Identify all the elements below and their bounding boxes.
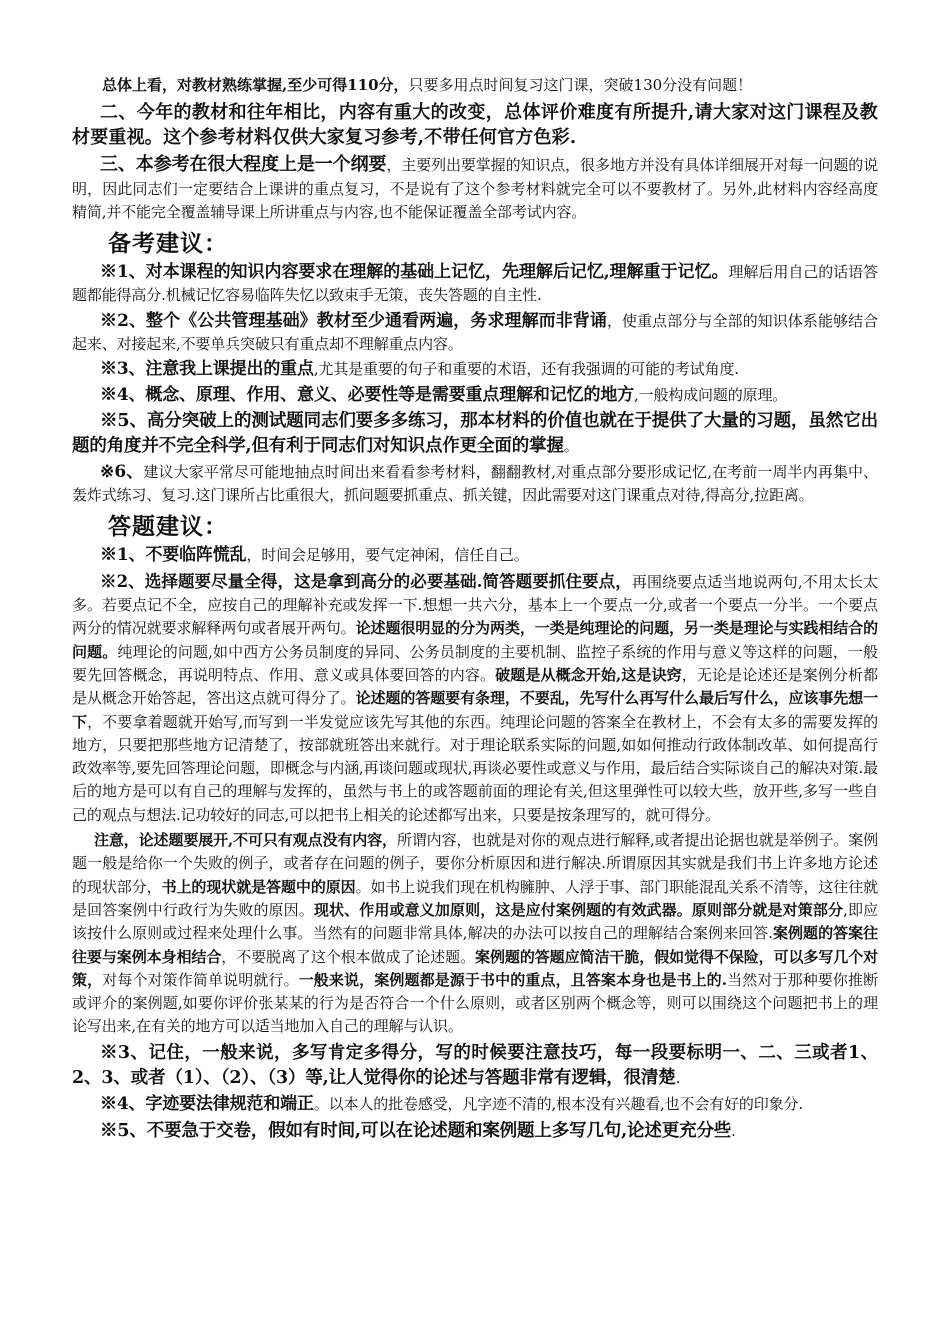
prep-item-bold: ※5、高分突破上的测试题同志们要多多练习，那本材料的价值也就在于提供了大量的习题，虽然它出题的角度并不完全科学,但有利于同志们对知识点作更全面的掌握 xyxy=(72,410,878,456)
prep-item-3 xyxy=(72,358,878,381)
note-seg: 注意，论述题要展开,不可只有观点没有内容， xyxy=(94,831,397,850)
point-three-text: ，主要列出要掌握的知识点，很多地方并没有具体详细展开对每一问题的说明，因此同志们一定要结合上课讲的重点复习，不是说有了这个参考材料就完全可以不要教材了。另外,此材料内容经高度精简,并不能完全覆盖辅导课上所讲重点与内容,也不能保证覆盖全部考试内容。 xyxy=(72,156,878,221)
note-seg: 当然对于那种要你推断或评介的案例题,如要你评价张某某的行为是否符合一个什么原则，或者区别两个概念等，则可以围绕这个问题把书上的理论写出来,在有关的地方可以适当地加入自己的理解与认识。 xyxy=(72,970,878,1036)
answer-item-2-seg: ，不要拿着题就开始写,而写到一半发觉应该先写其他的东西。纯理论问题的答案全在教材上，不会有太多的需要发挥的地方，只要把那些地方记清楚了，按部就班答出来就行。对于理论联系实际的问题,如如何推动行政体制改革、如何提高行政效率等,要先回答理论问题，即概念与内涵,再谈问题或现状,再谈必要性或意义与作用，最后结合实际谈自己的解决对策.最后的地方是可以有自己的理解与发挥的，虽然与书上的或答题前面的理论有关,但这里弹性可以较大些，放开些,多写一些自己的观点与想法.记功较好的同志,可以把书上相关的论述都写出来，只要是按条理写的，就可得分。 xyxy=(72,712,878,824)
prep-item-text: 理解后用自己的话语答题都能得高分.机械记忆容易临阵失忆以致束手无策，丧失答题的自主性. xyxy=(72,263,878,305)
note-seg: ，不要脱离了这个根本做成了论述题。 xyxy=(221,947,476,966)
intro-text: 只要多用点时间复习这门课，突破130分没有问题！ xyxy=(408,76,753,94)
answer-item-bold: ※5、不要急于交卷，假如有时间,可以在论述题和案例题上多写几句,论述更充分些 xyxy=(100,1121,732,1141)
answer-item-text: . xyxy=(731,1122,736,1140)
prep-item-bold: ※1、对本课程的知识内容要求在理解的基础上记忆，先理解后记忆,理解重于记忆。 xyxy=(100,262,729,283)
prep-item-bold: ※2、整个《公共管理基础》教材至少通看两遍，务求理解而非背诵 xyxy=(100,310,607,331)
answer-item-2-seg: ※2、选择题要尽量全得，这是拿到高分的必要基础.简答题要抓住要点， xyxy=(100,571,632,591)
document-page xyxy=(72,74,878,1143)
note-seg: 。如书上说我们现在机构臃肿、人浮于事、部门职能混乱关系不清等，这往往就是回答案例中行政行为失败的原因。 xyxy=(72,877,878,919)
prep-item-text: 。 xyxy=(563,436,579,455)
answer-item-2 xyxy=(72,570,878,827)
intro-paragraph xyxy=(72,74,878,96)
prep-item-6 xyxy=(72,461,878,508)
answer-item-bold: ※1、不要临阵慌乱 xyxy=(100,545,247,566)
prep-item-2 xyxy=(72,310,878,357)
intro-bold-text: 总体上看，对教材熟练掌握,至少可得110分， xyxy=(102,76,409,94)
note-seg: 案例题的答题应简洁干脆，假如觉得不保险，可以多写几个对策， xyxy=(72,947,879,989)
prep-item-text: ，使重点部分与全部的知识体系能够结合起来、对接起来,不要单兵突破只有重点却不理解重点内容。 xyxy=(72,311,879,353)
answer-item-4 xyxy=(72,1093,878,1116)
answer-item-2-seg: 论述题很明显的分为两类，一类是纯理论的问题，另一类是理论与实践相结合的问题。 xyxy=(72,619,878,661)
answer-item-3 xyxy=(72,1041,878,1091)
note-seg: 所谓内容，也就是对你的观点进行解释,或者提出论据也就是举例子。案例题一般是给你一个失败的例子，或者存在问题的例子，要你分析原因和进行解决.所谓原因其实就是我们书上许多地方论述的现状部分， xyxy=(72,831,878,896)
answer-item-2-seg: 破题是从概念开始,这是诀窍 xyxy=(495,665,682,684)
point-two-paragraph: 二、今年的教材和往年相比，内容有重大的改变，总体评价难度有所提升,请大家对这门课程及教材要重视。这个参考材料仅供大家复习参考,不带任何官方色彩. xyxy=(72,102,878,148)
note-paragraph xyxy=(72,829,878,1039)
prep-item-5 xyxy=(72,409,878,459)
prep-item-bold: ※6、 xyxy=(100,461,144,482)
note-seg: ,即应该按什么原则或过程来处理什么事。当然有的问题非常具体,解决的办法可以按自己的理解结合案例来回答. xyxy=(72,900,878,943)
answer-item-bold: ※4、字迹要法律规范和端正 xyxy=(100,1093,314,1114)
point-three-bold: 三、本参考在很大程度上是一个纲要 xyxy=(100,154,387,175)
answer-item-2-seg: 再围绕要点适当地说两句,不用太长太多。若要点记不全，应按自己的理解补充或发挥一下.想想一共六分，基本上一个要点一分,或者一个要点一分半。一个要点两分的情况就要求解释两句或者展开两句。 xyxy=(72,572,878,638)
note-seg: 一般来说，案例题都是源于书中的重点，且答案本身也是书上的. xyxy=(298,970,727,989)
prep-item-text: ,一般构成问题的原理。 xyxy=(634,385,788,404)
answer-item-bold: ※3、记住，一般来说，多写肯定多得分，写的时候要注意技巧，每一段要标明一、二、三或者1、2、3、或者（1）、（2）、（3）等,让人觉得你的论述与答题非常有逻辑，很清楚 xyxy=(72,1042,878,1088)
answer-item-text: 。以本人的批卷感受，凡字迹不清的,根本没有兴趣看,也不会有好的印象分. xyxy=(313,1094,803,1113)
prep-item-bold: ※4、概念、原理、作用、意义、必要性等是需要重点理解和记忆的地方 xyxy=(100,384,635,405)
answer-item-1 xyxy=(72,544,878,567)
prep-list xyxy=(72,261,878,507)
prep-item-text: ,尤其是重要的句子和重要的术语，还有我强调的可能的考试角度. xyxy=(313,360,739,379)
answer-item-2-seg: 纯理论的问题,如中西方公务员制度的异同、公务员制度的主要机制、监控子系统的作用与意义等这样的问题，一般要先回答概念，再说明特点、作用、意义或具体要回答的内容。 xyxy=(72,642,879,684)
prep-item-bold: ※3、注意我上课提出的重点 xyxy=(100,359,314,380)
note-seg: 书上的现状就是答题中的原因 xyxy=(161,877,356,896)
note-seg: 案例题的答案往往要与案例本身相结合 xyxy=(72,924,879,966)
note-seg: 现状、作用或意义加原则，这是应付案例题的有效武器。原则部分就是对策部分 xyxy=(313,900,844,919)
note-seg: 对每个对策作简单说明就行。 xyxy=(102,970,299,989)
prep-heading: 备考建议： xyxy=(108,230,228,258)
prep-item-text: 建议大家平常尽可能地抽点时间出来看看参考材料，翻翻教材,对重点部分要形成记忆,在考前一周半内再集中、轰炸式练习、复习.这门课所占比重很大，抓问题要抓重点、抓关键，因此需要对这门课重点对待,得高分,拉距离。 xyxy=(72,462,879,505)
answer-item-text: ，时间会足够用，要气定神闲，信任自己。 xyxy=(246,546,529,565)
point-three-paragraph xyxy=(72,152,878,224)
answer-item-2-seg: ，无论是论述还是案例分析都是从概念开始答起，答出这点就可得分了。 xyxy=(72,665,878,708)
prep-item-1 xyxy=(72,261,878,308)
answer-heading: 答题建议： xyxy=(108,513,228,541)
answer-item-2-seg: 论述题的答题要有条理，不要乱，先写什么再写什么最后写什么，应该事先想一下 xyxy=(72,689,878,731)
answer-item-5 xyxy=(72,1120,878,1143)
prep-item-4 xyxy=(72,384,878,407)
answer-item-text: . xyxy=(675,1068,681,1087)
